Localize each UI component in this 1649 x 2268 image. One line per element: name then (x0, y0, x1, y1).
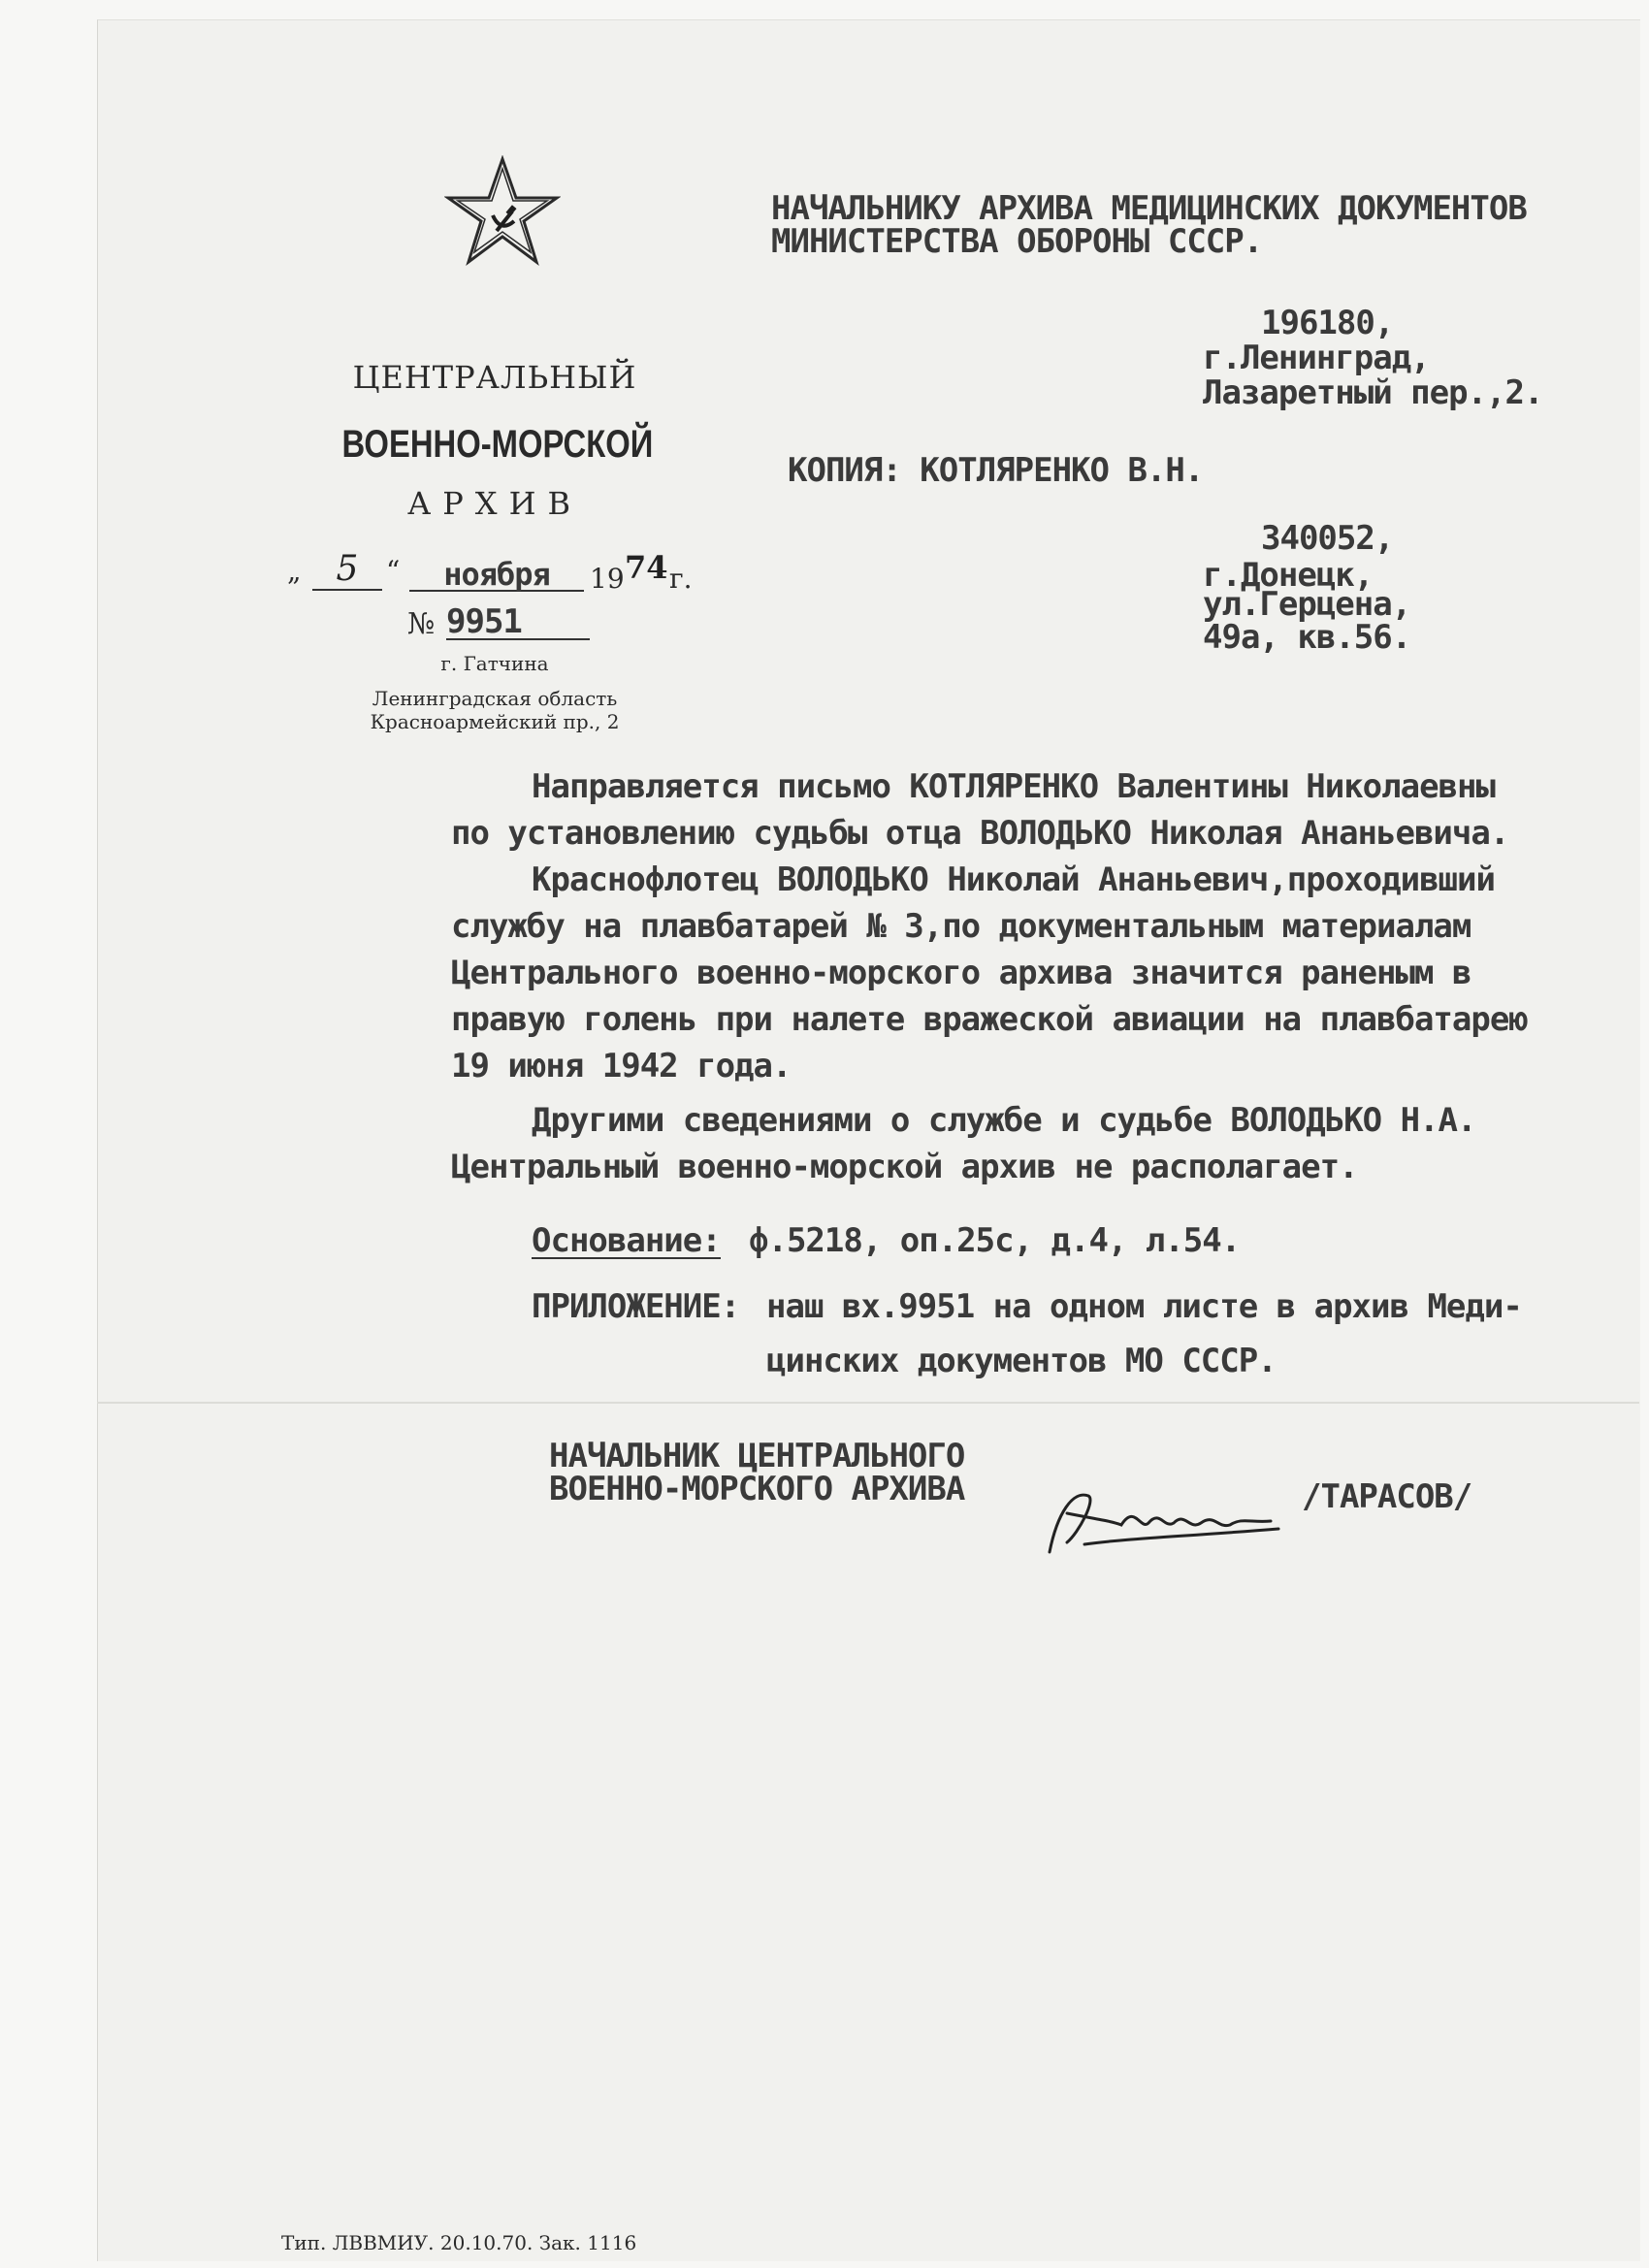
org-street: Красноармейский пр., 2 (370, 710, 620, 733)
number-value: 9951 (446, 605, 590, 640)
handwritten-signature (1028, 1474, 1300, 1562)
letter-number (407, 599, 601, 648)
attachment-label: ПРИЛОЖЕНИЕ: (532, 1287, 740, 1326)
addressee-city: г.Ленинград, (1203, 339, 1430, 377)
date-month: ноября (409, 559, 584, 592)
signatory-name: /ТАРАСОВ/ (1302, 1477, 1472, 1516)
date-day: 5 (312, 549, 382, 591)
basis-text: ф.5218, оп.25с, д.4, л.54. (749, 1221, 1241, 1260)
copy-street: ул.Герцена, (1203, 585, 1411, 624)
fold-line (97, 1402, 1639, 1404)
letter-date (287, 549, 714, 598)
org-region: Ленинградская область (372, 687, 618, 710)
body-p2-line1: Краснофлотец ВОЛОДЬКО Николай Ананьевич,проходивший (532, 860, 1495, 899)
org-name-line2: ВОЕННО-МОРСКОЙ (341, 423, 654, 466)
org-name-line1: ЦЕНТРАЛЬНЫЙ (352, 359, 637, 396)
date-open-quote: „ (287, 555, 302, 587)
addressee-line1: НАЧАЛЬНИКУ АРХИВА МЕДИЦИНСКИХ ДОКУМЕНТОВ (771, 189, 1527, 228)
org-name-line3: АРХИВ (407, 485, 582, 522)
date-year-suffix: г. (669, 563, 693, 595)
date-year-prefix: 19 (590, 563, 625, 595)
org-city: г. Гатчина (440, 652, 549, 675)
basis-label: Основание: (532, 1221, 721, 1260)
attachment-line2: цинских документов МО СССР. (766, 1342, 1277, 1380)
signatory-title-line2: ВОЕННО-МОРСКОГО АРХИВА (549, 1470, 965, 1508)
signatory-title-line1: НАЧАЛЬНИК ЦЕНТРАЛЬНОГО (549, 1437, 965, 1475)
copy-postcode: 340052, (1261, 519, 1394, 558)
number-prefix: № (407, 607, 436, 641)
addressee-street: Лазаретный пер.,2. (1203, 373, 1543, 412)
body-p1-line1: Направляется письмо КОТЛЯРЕНКО Валентины Николаевны (532, 767, 1495, 806)
body-p1-line2: по установлению судьбы отца ВОЛОДЬКО Николая Ананьевича. (451, 814, 1509, 853)
copy-label: КОПИЯ: КОТЛЯРЕНКО В.Н. (788, 451, 1204, 490)
addressee-postcode: 196180, (1261, 304, 1394, 342)
attachment-line1: наш вх.9951 на одном листе в архив Меди- (766, 1287, 1522, 1326)
date-year: 74 (625, 549, 668, 586)
body-p2-line5: 19 июня 1942 года. (451, 1047, 792, 1085)
date-close-quote: “ (386, 555, 401, 587)
copy-house: 49а, кв.56. (1203, 618, 1411, 657)
addressee-line2: МИНИСТЕРСТВА ОБОРОНЫ СССР. (771, 222, 1263, 261)
body-p3-line2: Центральный военно-морской архив не располагает. (451, 1148, 1358, 1186)
print-footer: Тип. ЛВВМИУ. 20.10.70. Зак. 1116 (281, 2231, 637, 2252)
body-p2-line3: Центрального военно-морского архива значится раненым в (451, 954, 1471, 992)
copy-city: г.Донецк, (1203, 556, 1374, 595)
star-hammer-sickle-icon (444, 155, 561, 272)
body-p2-line4: правую голень при налете вражеской авиации на плавбатарею (451, 1000, 1528, 1039)
body-p3-line1: Другими сведениями о службе и судьбе ВОЛОДЬКО Н.А. (532, 1101, 1476, 1140)
body-p2-line2: службу на плавбатарей № 3,по документальным материалам (451, 907, 1471, 946)
